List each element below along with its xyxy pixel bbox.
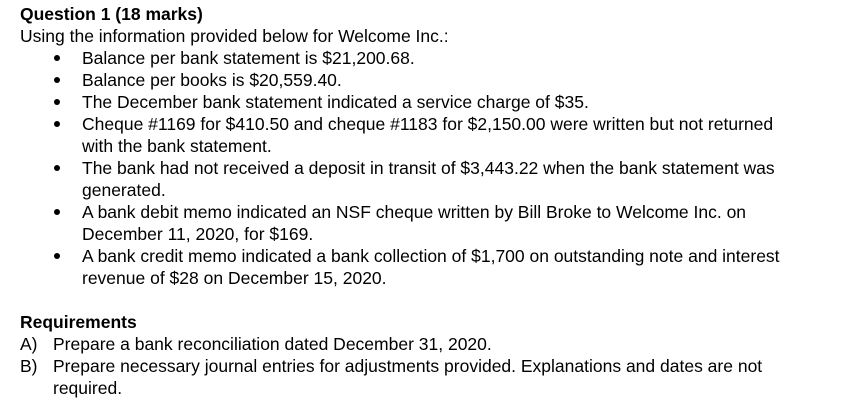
question-title: Question 1 (18 marks) [20, 4, 203, 24]
bullet-icon [54, 253, 60, 259]
bullet-icon [54, 55, 60, 61]
facts-list [20, 47, 850, 289]
list-item [20, 201, 802, 245]
list-item [20, 245, 802, 289]
requirement-marker: B) [20, 356, 38, 376]
requirements-title: Requirements [20, 312, 137, 332]
requirement-item [20, 355, 833, 399]
list-item-text: A bank credit memo indicated a bank collection of $1,700 on outstanding note and interest revenue of $28 on December 15, 2020. [82, 246, 780, 288]
list-item-text: The bank had not received a deposit in transit of $3,443.22 when the bank statement was generated. [82, 158, 775, 200]
requirement-text: Prepare necessary journal entries for adjustments provided. Explanations and dates are not required. [53, 356, 763, 398]
list-item-text: Cheque #1169 for $410.50 and cheque #1183 for $2,150.00 were written but not returned with the bank statement. [82, 114, 774, 156]
list-item [20, 157, 802, 201]
list-item-text: Balance per books is $20,559.40. [82, 70, 342, 90]
list-item [20, 47, 802, 69]
requirements-list [20, 333, 850, 399]
list-item [20, 113, 802, 157]
document [20, 3, 850, 399]
question-intro: Using the information provided below for Welcome Inc.: [20, 26, 449, 46]
list-item [20, 91, 802, 113]
list-item-text: The December bank statement indicated a service charge of $35. [82, 92, 589, 112]
bullet-icon [54, 121, 60, 127]
bullet-icon [54, 77, 60, 83]
requirement-text: Prepare a bank reconciliation dated December 31, 2020. [53, 334, 492, 354]
list-item-text: A bank debit memo indicated an NSF cheque written by Bill Broke to Welcome Inc. on December 11, 2020, for $169. [82, 202, 747, 244]
requirement-item [20, 333, 833, 355]
requirement-marker: A) [20, 334, 38, 354]
list-item-text: Balance per bank statement is $21,200.68. [82, 48, 415, 68]
bullet-icon [54, 165, 60, 171]
bullet-icon [54, 209, 60, 215]
list-item [20, 69, 802, 91]
bullet-icon [54, 99, 60, 105]
